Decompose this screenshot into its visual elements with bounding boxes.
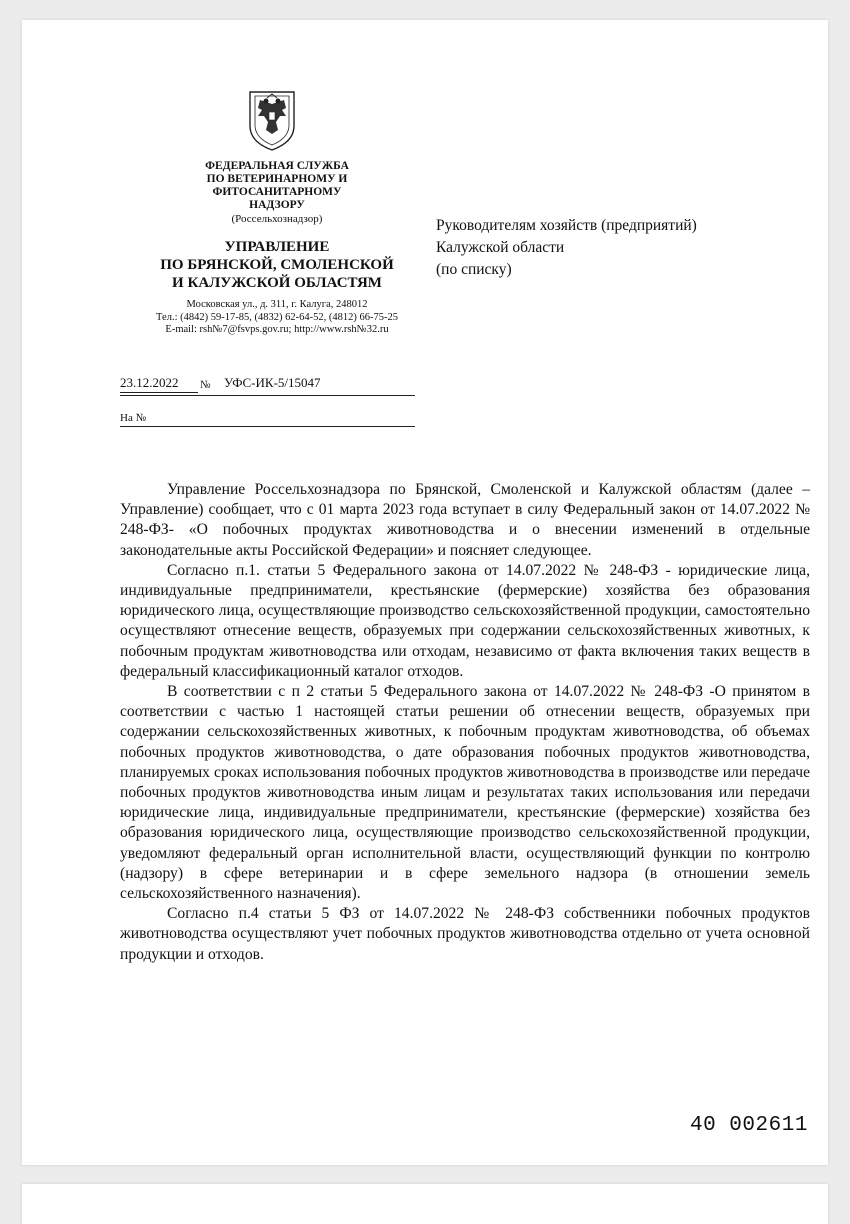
date-underline xyxy=(120,392,198,393)
coat-of-arms-emblem xyxy=(246,86,298,152)
contact-info xyxy=(92,299,462,337)
org-line: ФЕДЕРАЛЬНАЯ СЛУЖБА xyxy=(205,160,349,172)
recipient-line: (по списку) xyxy=(436,261,512,278)
dept-line: ПО БРЯНСКОЙ, СМОЛЕНСКОЙ xyxy=(160,257,394,273)
organization-name xyxy=(112,160,442,226)
stamp-number: 40 002611 xyxy=(690,1114,808,1137)
reference-label: На № xyxy=(120,412,147,424)
dept-line: И КАЛУЖСКОЙ ОБЛАСТЯМ xyxy=(172,275,382,291)
dept-line: УПРАВЛЕНИЕ xyxy=(224,239,330,255)
document-number: УФС-ИК-5/15047 xyxy=(224,375,321,390)
recipient-line: Калужской области xyxy=(436,239,565,256)
recipient-block xyxy=(436,215,697,281)
org-abbreviation: (Россельхознадзор) xyxy=(231,213,323,225)
document-page xyxy=(22,20,828,1165)
paragraph: Согласно п.1. статьи 5 Федерального закона от 14.07.2022 № 248-ФЗ - юридические лица, индивидуальные предприниматели, крестьянские (фермерские) хозяйства без образования юридического лица, осуществляющие производство сельскохозяйственной продукции, самостоятельно осуществляют отнесение веществ, образуемых при содержании сельскохозяйственных животных, к побочным продуктам животноводства или отходам, независимо от факта включения таких веществ в федеральный классификационный каталог отходов. xyxy=(120,561,810,680)
paragraph: В соответствии с п 2 статьи 5 Федерального закона от 14.07.2022 № 248-ФЗ -О принятом в соответствии с частью 1 настоящей статьи решении об отнесении веществ, образуемых при содержании сельскохозяйственных животных, к побочным продуктам животноводства, об объемах побочных продуктов животноводства, о дате образования побочных продуктов животноводства, планируемых сроках использования побочных продуктов животноводства в производстве или передаче побочных продуктов животноводства иным лицам и результатах таких использования или передачи юридические лица, индивидуальные предприниматели, крестьянские (фермерские) хозяйства без образования юридического лица, осуществляющие производство сельскохозяйственной продукции, уведомляют федеральный орган исполнительной власти, осуществляющий функции по контролю (надзору) в сфере ветеринарии и в сфере земельного надзора (в отношении земель сельскохозяйственного назначения). xyxy=(120,683,810,903)
letter-body xyxy=(120,480,810,965)
registration-line xyxy=(120,375,415,396)
contact-phones: Тел.: (4842) 59-17-85, (4832) 62-64-52, (4812) 66-75-25 xyxy=(156,311,398,323)
recipient-line: Руководителям хозяйств (предприятий) xyxy=(436,217,697,234)
contact-address: Московская ул., д. 311, г. Калуга, 248012 xyxy=(186,299,368,310)
org-line: НАДЗОРУ xyxy=(249,199,305,211)
org-line: ПО ВЕТЕРИНАРНОМУ И xyxy=(206,173,348,185)
reference-line xyxy=(120,412,415,427)
document-date: 23.12.2022 xyxy=(120,375,179,390)
org-line: ФИТОСАНИТАРНОМУ xyxy=(212,186,342,198)
number-label: № xyxy=(200,379,211,391)
paragraph: Согласно п.4 статьи 5 ФЗ от 14.07.2022 № 248-ФЗ собственники побочных продуктов животноводства осуществляют учет побочных продуктов животноводства отдельно от учета основной продукции и отходов. xyxy=(120,905,810,963)
next-page-edge xyxy=(22,1184,828,1224)
contact-email: E-mail: rsh№7@fsvps.gov.ru; http://www.rsh№32.ru xyxy=(165,324,389,335)
paragraph: Управление Россельхознадзора по Брянской, Смоленской и Калужской областям (далее – Управление) сообщает, что с 01 марта 2023 года вступает в силу Федеральный закон от 14.07.2022 № 248-ФЗ- «О побочных продуктах животноводства и о внесении изменений в отдельные законодательные акты Российской Федерации» и поясняет следующее. xyxy=(120,481,810,559)
department-name xyxy=(112,238,442,292)
